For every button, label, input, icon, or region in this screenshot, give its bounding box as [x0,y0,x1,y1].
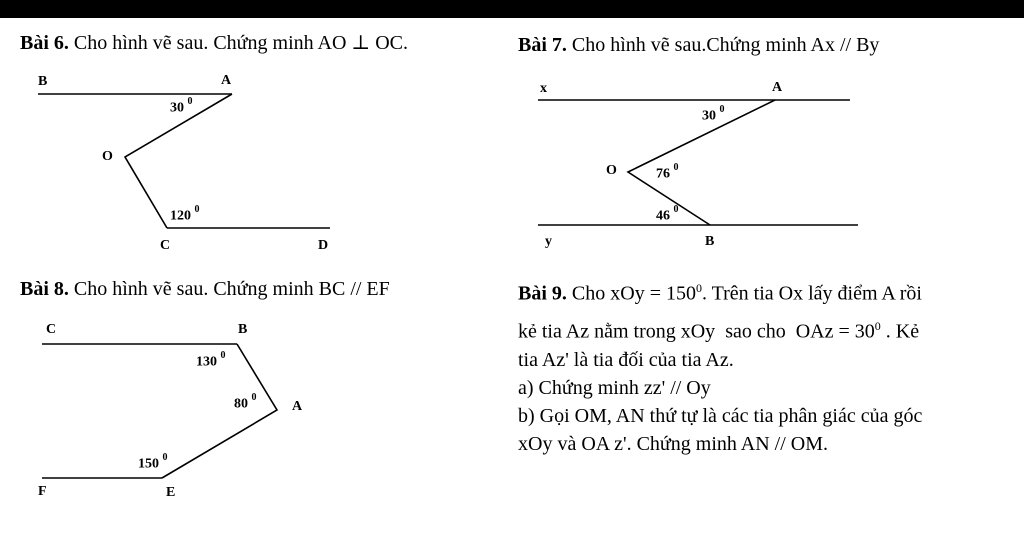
fig7-angle-B [656,206,679,225]
fig6-angle-A [170,98,193,117]
fig8-point-A: A [292,399,303,414]
problem7-label: Bài 7. [518,34,567,56]
fig7-angle-O-value: 76 [656,166,670,182]
fig7-angle-B-degree: 0 [673,204,679,215]
problem9-line2-angle-name: xOy [680,320,716,343]
problem8-title [20,278,390,301]
problem7-title [518,34,879,57]
fig8-angle-E-degree: 0 [162,452,168,463]
problem9-line2-a: kẻ tia Az nằm trong [518,320,676,343]
problem9-line3: tia Az' là tia đối của tia Az. [518,349,734,371]
problem9-line1 [518,281,922,306]
problem9-angle-xOy: xOy = 150 [610,282,696,305]
fig7-point-A: A [772,80,783,95]
fig6-angle-A-degree: 0 [187,96,193,107]
problem6-statement: Cho hình vẽ sau. Chứng minh AO ⊥ OC. [73,32,409,54]
problem9-line5: b) Gọi OM, AN thứ tự là các tia phân giác của góc [518,405,923,427]
problem9-angle-OAz: OAz = 30 [795,320,875,343]
fig6-angle-C-degree: 0 [194,204,200,215]
fig7-angle-O [656,164,679,183]
fig7-angle-A-degree: 0 [719,104,725,115]
fig8-angle-A-degree: 0 [251,392,257,403]
fig8-angle-B-value: 130 [196,354,217,370]
fig7-angle-O-degree: 0 [673,162,679,173]
fig8-point-C: C [46,322,57,337]
fig8-angle-E [138,454,168,473]
fig8-angle-B [196,352,226,371]
fig7-angle-A-value: 30 [702,108,716,124]
fig6-point-O: O [102,149,113,164]
problem8-label: Bài 8. [20,278,69,300]
fig6-point-A: A [221,73,232,88]
fig8-angle-E-value: 150 [138,456,159,472]
problem7-statement: Cho hình vẽ sau.Chứng minh Ax // By [571,34,880,56]
fig7-angle-A [702,106,725,125]
fig8-angle-A [234,394,257,413]
fig7-point-y: y [545,234,552,249]
fig6-point-C: C [160,238,171,253]
fig7-point-x: x [540,81,547,96]
problem6-label: Bài 6. [20,32,69,54]
fig6-angle-C [170,206,200,225]
problem9-line2-b: sao cho [725,320,786,343]
problem9-line2 [518,319,919,344]
problem9-angle-OAz-degree: 0 [874,319,881,333]
fig7-point-B: B [705,234,715,249]
fig6-point-D: D [318,238,329,253]
fig7-point-O: O [606,163,617,178]
fig6-point-B: B [38,74,48,89]
problem9-line2-c: . Kẻ [885,320,920,343]
problem9-line1-a: Cho [571,282,606,305]
problem9-line4: a) Chứng minh zz' // Oy [518,377,711,399]
problem9-line1-b: . Trên tia Ox lấy điểm A rồi [701,282,922,305]
fig7-angle-B-value: 46 [656,208,670,224]
fig6-angle-C-value: 120 [170,208,191,224]
problem9-label: Bài 9. [518,282,567,305]
problem9-line6: xOy và OA z'. Chứng minh AN // OM. [518,433,828,455]
problem9-angle-xOy-degree: 0 [695,281,702,295]
fig6-angle-A-value: 30 [170,100,184,116]
fig8-point-B: B [238,322,248,337]
fig8-angle-B-degree: 0 [220,350,226,361]
problem8-statement: Cho hình vẽ sau. Chứng minh BC // EF [73,278,390,300]
fig8-point-F: F [38,484,47,499]
fig8-angle-A-value: 80 [234,396,248,412]
problem6-title [20,30,408,55]
fig8-point-E: E [166,485,176,500]
